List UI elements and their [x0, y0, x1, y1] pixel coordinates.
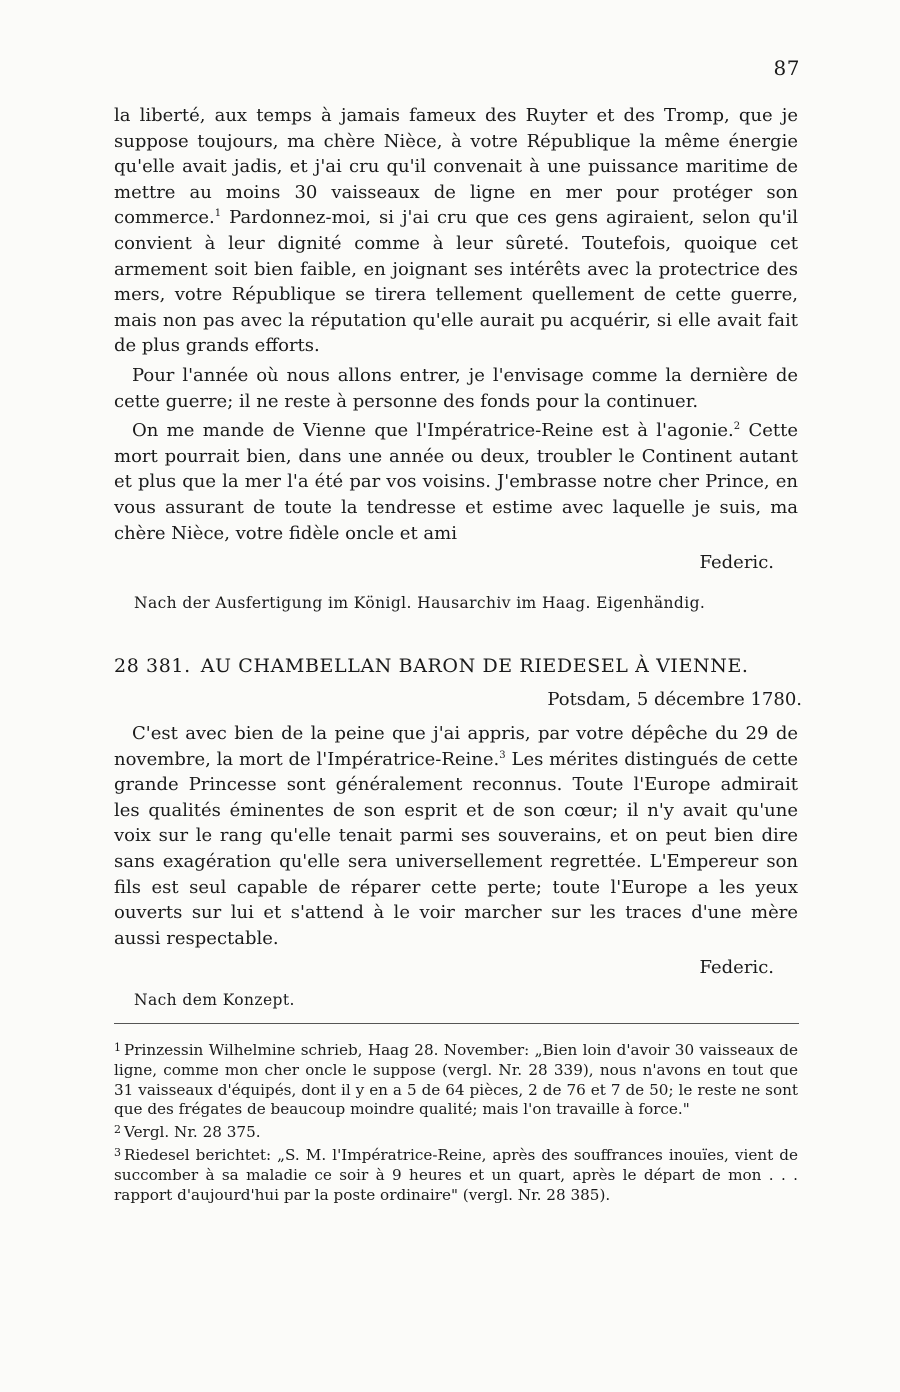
paragraph: On me mande de Vienne que l'Impératrice-Reine est à l'agonie.$^2$ Cette mort pourrait bien, dans une année ou deux, troubler le Continent autant et plus que la mer l'a été par vos voisins. J'embrasse notre cher Prince, en vous assurant de toute la tendresse et estime avec laquelle je suis, ma chère Nièce, votre fidèle oncle et ami: [114, 420, 799, 544]
source-note: Nach der Ausfertigung im Königl. Hausarchiv im Haag. Eigenhändig.: [134, 594, 706, 612]
footnote: $^3$ Riedesel berichtet: „S. M. l'Impératrice-Reine, après des souffrances inouïes, vient de succomber à sa maladie ce soir à 9 heures et un quart, après le départ de mon . . . rapport d'aujourd'hui par la poste ordinaire" (vergl. Nr. 28 385).: [114, 1145, 798, 1204]
letter-heading: [114, 655, 804, 677]
source-note: Nach dem Konzept.: [134, 991, 295, 1009]
footnotes: [114, 1038, 798, 1205]
footnote-ref[interactable]: 3: [499, 749, 506, 761]
letter-end-text: [114, 103, 798, 576]
signature: Federic.: [699, 957, 774, 979]
signature: Federic.: [699, 552, 774, 574]
footnote-ref[interactable]: 2: [733, 421, 741, 433]
place-date: Potsdam, 5 décembre 1780.: [547, 689, 802, 710]
footnote-ref[interactable]: 1: [214, 208, 222, 220]
footnote-rule: [114, 1023, 799, 1024]
paragraph: C'est avec bien de la peine que j'ai appris, par votre dépêche du 29 de novembre, la mort de l'Impératrice-Reine.$^3$ Les mérites distingués de cette grande Princesse sont généralement reconnus. Toute l'Europe admirait les qualités éminentes de son esprit et de son cœur; il n'y avait qu'une voix sur le rang qu'elle tenait parmi ses souverains, et on peut bien dire sans exagération qu'elle sera universellement regrettée. L'Empereur son fils est seul capable de réparer cette perte; toute l'Europe a les yeux ouverts sur lui et s'attend à le voir marcher sur les traces d'une mère aussi respectable.: [114, 723, 798, 949]
footnote: $^2$ Vergl. Nr. 28 375.: [114, 1123, 261, 1142]
paragraph: Pour l'année où nous allons entrer, je l'envisage comme la dernière de cette guerre; il ne reste à personne des fonds pour la continuer.: [114, 364, 798, 412]
letter-title: AU CHAMBELLAN BARON DE RIEDESEL À VIENNE.: [200, 655, 749, 677]
letter-text: [114, 721, 798, 981]
footnote: $^1$ Prinzessin Wilhelmine schrieb, Haag 28. November: „Bien loin d'avoir 30 vaisseaux de ligne, comme mon cher oncle le suppose (vergl. Nr. 28 339), nous n'avons en tout que 31 vaisseaux d'équipés, dont il y en a 5 de 64 pièces, 2 de 76 et 7 de 50; le reste ne sont que des frégates de beaucoup moindre qualité; mais l'on travaille à force.": [114, 1041, 798, 1119]
page-number: 87: [773, 56, 800, 80]
paragraph: la liberté, aux temps à jamais fameux des Ruyter et des Tromp, que je suppose toujours, ma chère Nièce, à votre République la même énergie qu'elle avait jadis, et j'ai cru qu'il convenait à une puissance maritime de mettre au moins 30 vaisseaux de ligne en mer pour protéger son commerce.$^1$ Pardonnez-moi, si j'ai cru que ces gens agiraient, selon qu'il convient à leur dignité comme à leur sûreté. Toutefois, quoique cet armement soit bien faible, en joignant ses intérêts avec la protectrice des mers, votre République se tirera tellement quellement de cette guerre, mais non pas avec la réputation qu'elle aurait pu acquérir, si elle avait fait de plus grands efforts.: [114, 105, 798, 357]
letter-number: 28 381.: [114, 655, 191, 677]
